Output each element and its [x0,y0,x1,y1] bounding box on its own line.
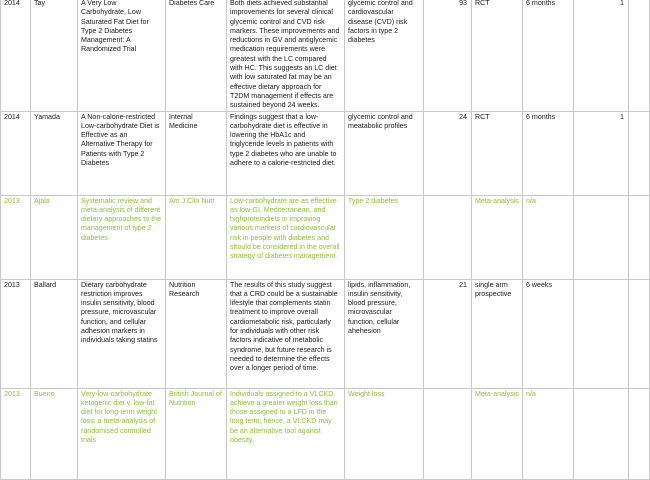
cell-level: 1 [574,0,629,111]
cell-findings: Both diets achieved substantial improvements for several clinical glycemic control and CVD risk markers. These improvements and reductions in GV and antiglycemic medication requirements were greatest with the LC compared with HC. This suggests an LC diet with low saturated fat may be an effective dietary approach for T2DM management if effects are sustained beyond 24 weeks. [227,0,345,111]
cell-journal: British Journal of Nutrition [166,388,227,479]
table-row [1,195,650,279]
cell-author: Tay [31,0,78,111]
cell-title: Dietary carbohydrate restriction improves insulin sensitivity, blood pressure, microvascular function, and cellular adhesion markers in individuals taking statins [78,279,166,388]
cell-year: 2014 [1,111,31,195]
cell-n: 24 [424,111,472,195]
cell-author: Bueno [31,388,78,479]
cell-duration: 6 months [523,111,574,195]
cell-n: 93 [424,0,472,111]
cell-title: Very-low-carbohydrate ketogenic diet v. low-fat diet for long-term weight loss: a meta-analysis of randomised controlled trials [78,388,166,479]
cell-outcome: Weight loss [345,388,424,479]
table-row [1,111,650,195]
cell-empty [629,388,650,479]
cell-findings: Low-carbohydrate are as effective as low-GI, Mediterranean, and highproteindiets in improving various markers of cardiovascular risk in people with diabetes and should be considered in the overall strategy of diabetes management. [227,195,345,279]
cell-findings: The results of this study suggest that a CRD could be a sustainable lifestyle that complements statin treatment to improve overall cardiometabolic risk, particularly for individuals with other risk factors indicative of metabolic syndrome, but future research is needed to determine the effects over a longer period of time. [227,279,345,388]
cell-duration: n/a [523,388,574,479]
cell-year: 2014 [1,0,31,111]
cell-empty [629,279,650,388]
cell-year: 2013 [1,279,31,388]
cell-design: Meta-analysis [472,195,523,279]
cell-level [574,279,629,388]
cell-author: Ajala [31,195,78,279]
cell-outcome: Type 2 diabetes [345,195,424,279]
cell-title: A Very Low Carbohydrate, Low Saturated Fat Diet for Type 2 Diabetes Management: A Randomized Trial [78,0,166,111]
cell-outcome: glycemic control and cardiovascular disease (CVD) risk factors in type 2 diabetes [345,0,424,111]
cell-outcome: lipids, inflammation, insulin sensitivity, blood pressure, microvascular function, cellular ahehesion [345,279,424,388]
cell-design: RCT [472,0,523,111]
cell-design: Meta-analysis [472,388,523,479]
cell-journal: Nutrition Research [166,279,227,388]
table-row [1,279,650,388]
table-row [1,0,650,111]
cell-design: single arm prospective [472,279,523,388]
cell-journal: Diabetes Care [166,0,227,111]
cell-n [424,388,472,479]
cell-title: A Non-calorie-restricted Low-carbohydrate Diet is Effective as an Alternative Therapy for Patients with Type 2 Diabetes [78,111,166,195]
cell-findings: Findings suggest that a low-carbohydrate diet is effective in lowering the HbA1c and triglyceride levels in patients with type 2 diabetes who are unable to adhere to a calorie-restricted diet. [227,111,345,195]
cell-journal: Am J Clin Nutr [166,195,227,279]
cell-duration: n/a [523,195,574,279]
cell-year: 2013 [1,195,31,279]
cell-n: 21 [424,279,472,388]
cell-journal: Internal Medicine [166,111,227,195]
cell-duration: 6 months [523,0,574,111]
cell-level: 1 [574,111,629,195]
cell-level [574,388,629,479]
cell-findings: Individuals assigned to a VLCKD achieve a greater weight loss than those assigned to a LFD in the long term; hence, a VLCKD may be an alternative tool against obesity. [227,388,345,479]
cell-year: 2013 [1,388,31,479]
cell-author: Yamada [31,111,78,195]
cell-title: Systematic review and meta-analysis of different dietary approaches to the management of type 2 diabetes [78,195,166,279]
table-row [1,388,650,479]
cell-empty [629,0,650,111]
cell-empty [629,195,650,279]
cell-author: Ballard [31,279,78,388]
cell-design: RCT [472,111,523,195]
cell-level [574,195,629,279]
cell-duration: 6 weeks [523,279,574,388]
cell-empty [629,111,650,195]
cell-outcome: glycemic control and meatabolic profiles [345,111,424,195]
cell-n [424,195,472,279]
